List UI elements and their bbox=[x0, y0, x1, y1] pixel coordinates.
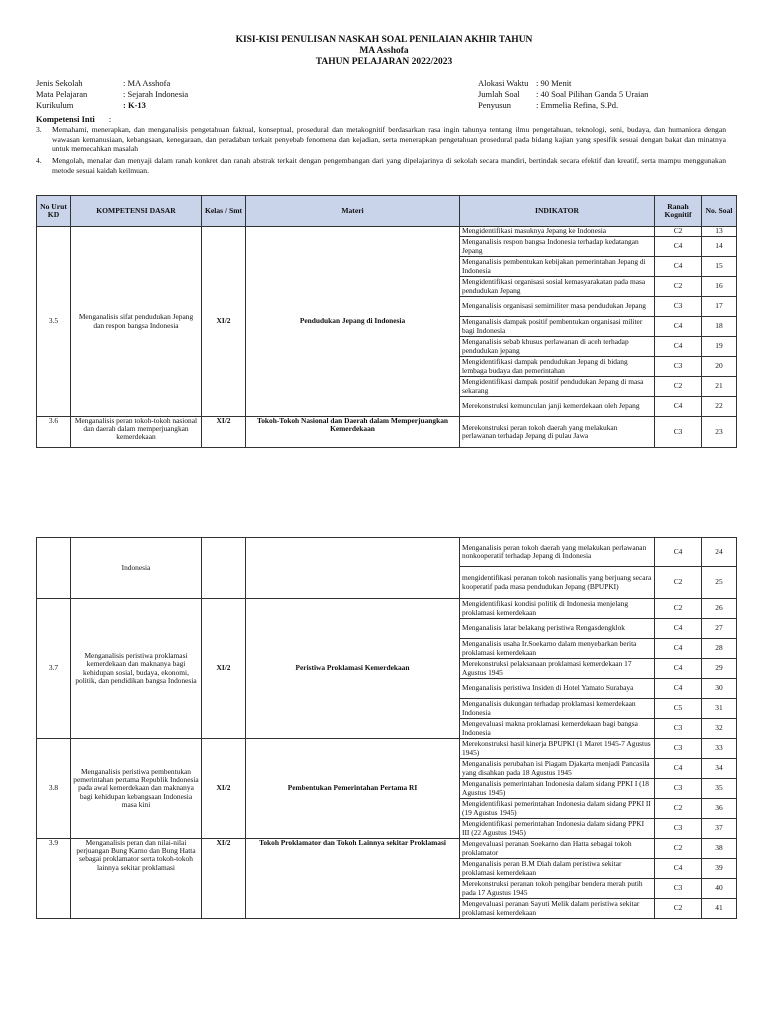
soal-number-cell: 34 bbox=[702, 759, 737, 779]
ranah-cell: C3 bbox=[655, 819, 702, 839]
kompetensi-colon: : bbox=[108, 114, 112, 124]
indikator-cell: Mengidentifikasi organisasi sosial kemasyarakatan pada masa pendudukan Jepang bbox=[460, 277, 655, 297]
indikator-cell: Merekonstruksi pelaksanaan proklamasi kemerdekaan 17 Agustus 1945 bbox=[460, 659, 655, 679]
soal-number-cell: 19 bbox=[702, 337, 737, 357]
materi-cell: Peristiwa Proklamasi Kemerdekaan bbox=[246, 599, 460, 739]
ranah-cell: C3 bbox=[655, 739, 702, 759]
soal-number-cell: 25 bbox=[702, 567, 737, 599]
ranah-cell: C2 bbox=[655, 899, 702, 919]
meta-right bbox=[478, 78, 738, 111]
soal-number-cell: 16 bbox=[702, 277, 737, 297]
header-kd: KOMPETENSI DASAR bbox=[71, 196, 202, 227]
meta-label: Kurikulum bbox=[36, 100, 74, 110]
kd-number-cell: 3.8 bbox=[37, 739, 71, 839]
ranah-cell: C2 bbox=[655, 599, 702, 619]
kompetensi-number: 4. bbox=[36, 156, 42, 165]
meta-value: : Sejarah Indonesia bbox=[123, 89, 189, 99]
ranah-cell: C4 bbox=[655, 679, 702, 699]
indikator-cell: Menganalisis usaha Ir.Soekarno dalam menyebarkan berita proklamasi kemerdekaan bbox=[460, 639, 655, 659]
ranah-cell: C2 bbox=[655, 799, 702, 819]
indikator-cell: Mengidentifikasi kondisi politik di Indonesia menjelang proklamasi kemerdekaan bbox=[460, 599, 655, 619]
table-row bbox=[37, 538, 737, 567]
indikator-cell: Menganalisis dampak positif pembentukan organisasi militer bagi Indonesia bbox=[460, 317, 655, 337]
kompetensi-dasar-cell: Menganalisis sifat pendudukan Jepang dan respon bangsa Indonesia bbox=[71, 227, 202, 417]
soal-number-cell: 30 bbox=[702, 679, 737, 699]
ranah-cell: C3 bbox=[655, 879, 702, 899]
kompetensi-dasar-cell: Menganalisis peristiwa proklamasi kemerdekaan dan maknanya bagi kehidupan sosial, budaya, ekonomi, politik, dan pendidikan bangsa Indonesia bbox=[71, 599, 202, 739]
indikator-cell: Merekonstruksi hasil kinerja BPUPKI (1 Maret 1945-7 Agustus 1945) bbox=[460, 739, 655, 759]
kelas-cell: XI/2 bbox=[202, 227, 246, 417]
meta-row bbox=[478, 78, 738, 89]
kelas-cell: XI/2 bbox=[202, 599, 246, 739]
indikator-cell: Menganalisis sebab khusus perlawanan di aceh terhadap pendudukan jepang bbox=[460, 337, 655, 357]
ranah-cell: C4 bbox=[655, 257, 702, 277]
soal-number-cell: 17 bbox=[702, 297, 737, 317]
indikator-cell: Mengidentifikasi dampak positif pendudukan Jepang di masa sekarang bbox=[460, 377, 655, 397]
kompetensi-item-4 bbox=[36, 156, 726, 178]
header-kelas: Kelas / Smt bbox=[202, 196, 246, 227]
materi-cell: Pendudukan Jepang di Indonesia bbox=[246, 227, 460, 417]
ranah-cell: C2 bbox=[655, 227, 702, 237]
materi-cell bbox=[246, 538, 460, 599]
kd-number-cell: 3.5 bbox=[37, 227, 71, 417]
indikator-cell: Mengevaluasi peranan Soekarno dan Hatta sebagai tokoh proklamator bbox=[460, 839, 655, 859]
indikator-cell: Mengevaluasi peranan Sayuti Melik dalam peristiwa sekitar proklamasi kemerdekaan bbox=[460, 899, 655, 919]
ranah-cell: C3 bbox=[655, 297, 702, 317]
indikator-cell: Mengevaluasi makna proklamasi kemerdekaan bagi bangsa Indonesia bbox=[460, 719, 655, 739]
meta-value: : 40 Soal Pilihan Ganda 5 Uraian bbox=[536, 89, 649, 99]
table-row bbox=[37, 599, 737, 619]
header-soal: No. Soal bbox=[702, 196, 737, 227]
table-row bbox=[37, 739, 737, 759]
indikator-cell: Merekonstruksi kemunculan janji kemerdekaan oleh Jepang bbox=[460, 397, 655, 417]
kompetensi-dasar-cell: Menganalisis peran tokoh-tokoh nasional dan daerah dalam memperjuangkan kemerdekaan bbox=[71, 417, 202, 448]
ranah-cell: C4 bbox=[655, 397, 702, 417]
indikator-cell: Mengidentifikasi pemerintahan Indonesia dalam sidang PPKI III (22 Agustus 1945) bbox=[460, 819, 655, 839]
indikator-cell: Mengidentifikasi pemerintahan Indonesia dalam sidang PPKI II (19 Agustus 1945) bbox=[460, 799, 655, 819]
materi-cell: Tokoh Proklamator dan Tokoh Lainnya sekitar Proklamasi bbox=[246, 839, 460, 919]
table-row bbox=[37, 227, 737, 237]
ranah-cell: C2 bbox=[655, 377, 702, 397]
materi-cell: Pembentukan Pemerintahan Pertama RI bbox=[246, 739, 460, 839]
indikator-cell: Merekonstruksi peran tokoh daerah yang melakukan perlawanan terhadap Jepang di pulau Jawa bbox=[460, 417, 655, 448]
soal-number-cell: 20 bbox=[702, 357, 737, 377]
soal-number-cell: 35 bbox=[702, 779, 737, 799]
kd-number-cell: 3.6 bbox=[37, 417, 71, 448]
ranah-cell: C4 bbox=[655, 659, 702, 679]
ranah-cell: C5 bbox=[655, 699, 702, 719]
ranah-cell: C4 bbox=[655, 619, 702, 639]
ranah-cell: C2 bbox=[655, 567, 702, 599]
soal-number-cell: 32 bbox=[702, 719, 737, 739]
ranah-cell: C2 bbox=[655, 839, 702, 859]
indikator-cell: Menganalisis peristiwa Insiden di Hotel Yamato Surabaya bbox=[460, 679, 655, 699]
kd-number-cell bbox=[37, 538, 71, 599]
meta-label: Jenis Sekolah bbox=[36, 78, 83, 88]
indikator-cell: Menganalisis dukungan terhadap proklamasi kemerdekaan Indonesia bbox=[460, 699, 655, 719]
meta-label: Jumlah Soal bbox=[478, 89, 520, 99]
table-row bbox=[37, 417, 737, 448]
soal-number-cell: 13 bbox=[702, 227, 737, 237]
soal-number-cell: 23 bbox=[702, 417, 737, 448]
meta-value: : K-13 bbox=[123, 100, 146, 110]
header-indikator: INDIKATOR bbox=[460, 196, 655, 227]
soal-number-cell: 40 bbox=[702, 879, 737, 899]
indikator-cell: Mengidentifikasi masuknya Jepang ke Indonesia bbox=[460, 227, 655, 237]
header-ranah: Ranah Kognitif bbox=[655, 196, 702, 227]
kompetensi-text: Mengolah, menalar dan menyaji dalam ranah konkret dan ranah abstrak terkait dengan pengembangan dari yang dipelajarinya di sekolah secara mandiri, bertindak secara efektif dan kreatif, serta mampu menggunakan metode sesuai kaidah keilmuan. bbox=[52, 156, 726, 175]
kompetensi-dasar-cell: Menganalisis peran dan nilai-nilai perjuangan Bung Karno dan Bung Hatta sebagai proklamator serta tokoh-tokoh lainnya sekitar proklamasi bbox=[71, 839, 202, 919]
ranah-cell: C4 bbox=[655, 639, 702, 659]
meta-value: : 90 Menit bbox=[536, 78, 572, 88]
meta-row bbox=[36, 78, 296, 89]
kelas-cell bbox=[202, 538, 246, 599]
indikator-cell: Mengidentifikasi dampak pendudukan Jepang di bidang lembaga budaya dan pemerintahan bbox=[460, 357, 655, 377]
meta-row bbox=[478, 100, 738, 111]
indikator-cell: Merekonstruksi peranan tokoh pengibar bendera merah putih pada 17 Agustus 1945 bbox=[460, 879, 655, 899]
meta-row bbox=[36, 100, 296, 111]
soal-number-cell: 41 bbox=[702, 899, 737, 919]
table-header-row bbox=[37, 196, 737, 227]
ranah-cell: C4 bbox=[655, 538, 702, 567]
soal-number-cell: 26 bbox=[702, 599, 737, 619]
kompetensi-heading bbox=[36, 114, 111, 124]
meta-row bbox=[478, 89, 738, 100]
materi-cell: Tokoh-Tokoh Nasional dan Daerah dalam Memperjuangkan Kemerdekaan bbox=[246, 417, 460, 448]
meta-left bbox=[36, 78, 296, 111]
kompetensi-dasar-cell: Menganalisis peristiwa pembentukan pemerintahan pertama Republik Indonesia pada awal kemerdekaan dan maknanya bagi kehidupan kebangsaan Indonesia masa kini bbox=[71, 739, 202, 839]
ranah-cell: C4 bbox=[655, 337, 702, 357]
soal-number-cell: 31 bbox=[702, 699, 737, 719]
soal-number-cell: 36 bbox=[702, 799, 737, 819]
kelas-cell: XI/2 bbox=[202, 739, 246, 839]
soal-number-cell: 14 bbox=[702, 237, 737, 257]
soal-number-cell: 21 bbox=[702, 377, 737, 397]
soal-number-cell: 27 bbox=[702, 619, 737, 639]
indikator-cell: Menganalisis pemerintahan Indonesia dalam sidang PPKI I (18 Agustus 1945) bbox=[460, 779, 655, 799]
kompetensi-dasar-cell: Indonesia bbox=[71, 538, 202, 599]
ranah-cell: C4 bbox=[655, 317, 702, 337]
indikator-cell: Menganalisis perubahan isi Piagam Djakarta menjadi Pancasila yang disahkan pada 18 Agustus 1945 bbox=[460, 759, 655, 779]
indikator-cell: Menganalisis respon bangsa Indonesia terhadap kedatangan Jepang bbox=[460, 237, 655, 257]
kompetensi-number: 3. bbox=[36, 125, 42, 134]
ranah-cell: C2 bbox=[655, 277, 702, 297]
kisi-table-part2 bbox=[36, 537, 737, 919]
table-row bbox=[37, 839, 737, 859]
meta-label: Mata Pelajaran bbox=[36, 89, 88, 99]
kompetensi-text: Memahami, menerapkan, dan menganalisis pengetahuan faktual, konseptual, prosedural dan metakognitif berdasarkan rasa ingin tahunya tentang ilmu pengetahuan, teknologi, seni, budaya, dan humaniora dengan wawasan kemanusiaan, kebangsaan, kenegaraan, dan peradaban terkait penyebab fenomena dan kejadian, serta menerapkan pengetahuan prosedural pada bidang kajian yang spesifik sesuai dengan bakat dan minatnya untuk memecahkan masalah bbox=[52, 125, 726, 153]
kd-number-cell: 3.9 bbox=[37, 839, 71, 919]
meta-row bbox=[36, 89, 296, 100]
soal-number-cell: 18 bbox=[702, 317, 737, 337]
soal-number-cell: 38 bbox=[702, 839, 737, 859]
ranah-cell: C3 bbox=[655, 719, 702, 739]
header-no: No Urut KD bbox=[37, 196, 71, 227]
ranah-cell: C4 bbox=[655, 859, 702, 879]
indikator-cell: mengidentifikasi peranan tokoh nasionalis yang berjuang secara kooperatif pada masa pendudukan Jepang (BPUPKI) bbox=[460, 567, 655, 599]
kelas-cell: XI/2 bbox=[202, 417, 246, 448]
soal-number-cell: 29 bbox=[702, 659, 737, 679]
soal-number-cell: 28 bbox=[702, 639, 737, 659]
soal-number-cell: 24 bbox=[702, 538, 737, 567]
ranah-cell: C3 bbox=[655, 779, 702, 799]
school-name: MA Asshofa bbox=[359, 46, 409, 56]
soal-number-cell: 37 bbox=[702, 819, 737, 839]
document-title: KISI-KISI PENULISAN NASKAH SOAL PENILAIAN AKHIR TAHUN bbox=[235, 35, 533, 45]
indikator-cell: Menganalisis pembentukan kebijakan pemerintahan Jepang di Indonesia bbox=[460, 257, 655, 277]
indikator-cell: Menganalisis organisasi semimiliter masa pendudukan Jepang bbox=[460, 297, 655, 317]
ranah-cell: C4 bbox=[655, 759, 702, 779]
soal-number-cell: 33 bbox=[702, 739, 737, 759]
kompetensi-heading-text: Kompetensi Inti bbox=[36, 114, 95, 124]
soal-number-cell: 22 bbox=[702, 397, 737, 417]
ranah-cell: C4 bbox=[655, 237, 702, 257]
soal-number-cell: 39 bbox=[702, 859, 737, 879]
header-materi: Materi bbox=[246, 196, 460, 227]
indikator-cell: Menganalisis peran tokoh daerah yang melakukan perlawanan nonkooperatif terhadap Jepang di Indonesia bbox=[460, 538, 655, 567]
meta-label: Penyusun bbox=[478, 100, 512, 110]
ranah-cell: C3 bbox=[655, 417, 702, 448]
meta-value: : MA Asshofa bbox=[123, 78, 171, 88]
indikator-cell: Menganalisis latar belakang peristiwa Rengasdengklok bbox=[460, 619, 655, 639]
ranah-cell: C3 bbox=[655, 357, 702, 377]
kd-number-cell: 3.7 bbox=[37, 599, 71, 739]
kisi-table-part1 bbox=[36, 195, 737, 448]
soal-number-cell: 15 bbox=[702, 257, 737, 277]
meta-label: Alokasi Waktu bbox=[478, 78, 529, 88]
academic-year: TAHUN PELAJARAN 2022/2023 bbox=[315, 57, 453, 67]
kelas-cell: XI/2 bbox=[202, 839, 246, 919]
meta-value: : Emmelia Refina, S.Pd. bbox=[536, 100, 619, 110]
indikator-cell: Menganalisis peran B.M Diah dalam peristiwa sekitar proklamasi kemerdekaan bbox=[460, 859, 655, 879]
